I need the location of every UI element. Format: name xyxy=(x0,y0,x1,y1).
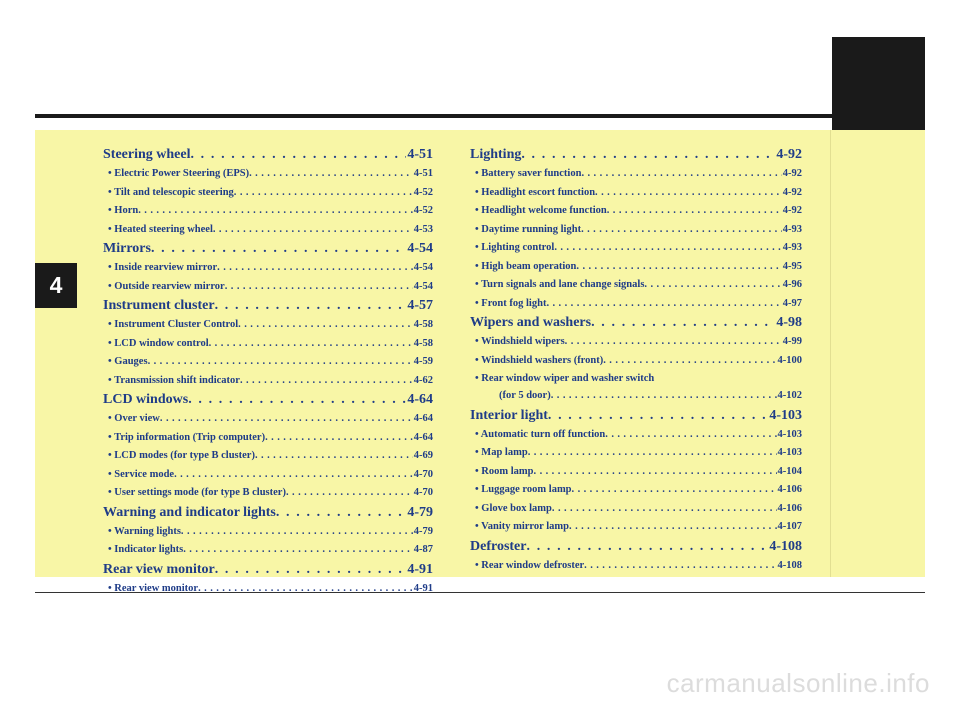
toc-entry[interactable] xyxy=(103,316,433,335)
toc-section-heading-page: 4-108 xyxy=(769,538,802,554)
toc-entry-page: 4-52 xyxy=(413,205,433,216)
toc-section-heading[interactable] xyxy=(470,406,802,426)
dot-leader xyxy=(595,184,782,203)
toc-entry-label: • Headlight escort function xyxy=(475,186,596,198)
toc-entry-label: • Vanity mirror lamp xyxy=(475,521,570,532)
toc-entry[interactable] xyxy=(103,372,433,391)
dot-leader xyxy=(234,184,413,203)
toc-entry[interactable] xyxy=(103,429,433,448)
toc-entry[interactable] xyxy=(103,447,433,466)
dot-leader xyxy=(217,259,413,278)
toc-entry-label: • Front fog light xyxy=(475,297,547,309)
toc-entry[interactable]: • Rear window wiper and washer switch xyxy=(475,373,655,384)
toc-section-heading-label: Wipers and washers xyxy=(470,315,592,330)
toc-section-heading[interactable] xyxy=(103,503,433,523)
dot-leader xyxy=(151,239,406,259)
toc-column-left xyxy=(103,145,433,598)
toc-section-heading-page: 4-98 xyxy=(776,315,802,330)
toc-section-heading[interactable] xyxy=(470,145,802,165)
dot-leader xyxy=(238,316,413,335)
toc-section-heading-page: 4-103 xyxy=(769,407,802,423)
toc-entry[interactable] xyxy=(103,466,433,485)
toc-entry[interactable] xyxy=(470,276,802,295)
dot-leader xyxy=(551,387,777,406)
dot-leader xyxy=(565,333,782,352)
dot-leader xyxy=(286,484,413,503)
dot-leader xyxy=(603,352,776,371)
toc-entry[interactable] xyxy=(470,221,802,240)
toc-entry[interactable] xyxy=(470,500,802,519)
dot-leader xyxy=(554,239,781,258)
toc-entry-page: 4-97 xyxy=(782,297,802,309)
toc-entry-label: • Transmission shift indicator xyxy=(108,374,240,386)
toc-entry-label: • Rear window defroster xyxy=(475,559,585,571)
dot-leader xyxy=(160,410,413,429)
toc-entry-continuation-label: (for 5 door) xyxy=(499,390,551,401)
toc-entry-label: • Luggage room lamp xyxy=(475,484,572,495)
dot-leader xyxy=(569,518,776,537)
dot-leader xyxy=(527,537,769,557)
dot-leader xyxy=(546,295,781,314)
toc-entry-page: 4-79 xyxy=(413,525,433,537)
dot-leader xyxy=(591,313,775,333)
dot-leader xyxy=(521,145,775,165)
toc-entry-continuation-page: 4-102 xyxy=(777,390,802,401)
toc-entry-page: 4-103 xyxy=(777,447,802,458)
toc-entry-page: 4-64 xyxy=(413,413,433,424)
toc-entry[interactable] xyxy=(470,184,802,203)
dot-leader xyxy=(576,258,781,277)
toc-section-heading-label: Interior light xyxy=(470,407,548,423)
toc-entry-label: • Turn signals and lane change signals xyxy=(475,279,645,290)
toc-entry[interactable] xyxy=(103,523,433,542)
toc-column-right xyxy=(470,145,802,575)
toc-section-heading-page: 4-54 xyxy=(407,241,433,256)
toc-section-heading[interactable] xyxy=(470,537,802,557)
toc-entry-label: • User settings mode (for type B cluster) xyxy=(108,487,286,498)
dot-leader xyxy=(225,278,413,297)
toc-entry-page: 4-52 xyxy=(413,186,433,198)
watermark: carmanualsonline.info xyxy=(666,668,930,698)
toc-entry-page: 4-95 xyxy=(782,260,802,272)
toc-entry-page: 4-58 xyxy=(413,319,433,330)
dot-leader xyxy=(265,429,413,448)
toc-entry-page: 4-91 xyxy=(413,582,433,594)
toc-entry[interactable] xyxy=(103,541,433,560)
toc-section-heading-label: Rear view monitor xyxy=(103,561,215,577)
toc-section-heading-label: Defroster xyxy=(470,538,527,554)
toc-entry[interactable] xyxy=(470,463,802,482)
toc-entry-page: 4-100 xyxy=(777,354,802,366)
dot-leader xyxy=(181,523,413,542)
toc-entry-label: • Tilt and telescopic steering xyxy=(108,186,234,198)
toc-entry-label: • Room lamp xyxy=(475,465,534,477)
toc-entry-page: 4-103 xyxy=(777,428,802,440)
toc-entry-page: 4-53 xyxy=(413,223,433,235)
toc-entry[interactable] xyxy=(103,484,433,503)
toc-section-heading[interactable] xyxy=(103,239,433,259)
toc-entry-page: 4-106 xyxy=(777,502,802,514)
chapter-tab[interactable]: 4 xyxy=(35,263,77,308)
toc-entry-page: 4-87 xyxy=(413,544,433,555)
toc-entry-page: 4-51 xyxy=(413,168,433,179)
toc-section-heading-label: Instrument cluster xyxy=(103,298,215,313)
toc-entry-label: • Lighting control xyxy=(475,242,555,253)
dot-leader xyxy=(188,390,406,410)
toc-section-heading-page: 4-51 xyxy=(407,147,433,162)
toc-entry-page: 4-64 xyxy=(413,431,433,443)
toc-entry[interactable] xyxy=(470,444,802,463)
toc-entry-label: • Electric Power Steering (EPS) xyxy=(108,168,250,179)
dot-leader xyxy=(581,221,782,240)
toc-entry-page: 4-93 xyxy=(782,223,802,235)
toc-entry-continuation[interactable] xyxy=(470,387,802,406)
toc-entry-label: • Service mode xyxy=(108,468,175,480)
toc-entry[interactable] xyxy=(470,426,802,445)
dot-leader xyxy=(215,560,407,580)
toc-section-heading[interactable] xyxy=(103,296,433,316)
toc-entry-label: • Daytime running light xyxy=(475,223,582,235)
toc-entry-page: 4-99 xyxy=(782,336,802,347)
toc-section-heading-page: 4-57 xyxy=(407,298,433,313)
toc-entry-label: • Warning lights xyxy=(108,525,181,537)
toc-section-heading-page: 4-64 xyxy=(407,392,433,407)
toc-entry-label: • Rear view monitor xyxy=(108,582,199,594)
dot-leader xyxy=(581,165,781,184)
toc-entry-label: • High beam operation xyxy=(475,260,577,272)
toc-section-heading-label: Warning and indicator lights xyxy=(103,504,276,520)
dot-leader xyxy=(605,426,776,445)
dot-leader xyxy=(190,145,406,165)
toc-entry[interactable] xyxy=(470,333,802,352)
toc-entry-label: • Glove box lamp xyxy=(475,502,552,514)
toc-entry[interactable] xyxy=(103,410,433,429)
dot-leader xyxy=(255,447,413,466)
toc-section-heading-label: Mirrors xyxy=(103,241,151,256)
toc-section-heading-label: Lighting xyxy=(470,147,522,162)
toc-entry-label: • Windshield wipers xyxy=(475,336,565,347)
toc-entry-page: 4-96 xyxy=(782,279,802,290)
toc-entry[interactable] xyxy=(470,518,802,537)
toc-section-heading[interactable] xyxy=(470,313,802,333)
toc-entry[interactable] xyxy=(103,259,433,278)
dot-leader xyxy=(548,406,768,426)
dot-leader xyxy=(213,221,413,240)
toc-entry-page: 4-62 xyxy=(413,374,433,386)
toc-entry-label: • Trip information (Trip computer) xyxy=(108,431,266,443)
toc-entry-page: 4-107 xyxy=(777,521,802,532)
toc-entry-label: • Windshield washers (front) xyxy=(475,354,604,366)
dot-leader xyxy=(174,466,413,485)
toc-section-heading-label: LCD windows xyxy=(103,392,189,407)
toc-entry[interactable] xyxy=(470,557,802,576)
toc-section-heading-page: 4-91 xyxy=(407,561,433,577)
toc-entry-label: • Heated steering wheel xyxy=(108,223,213,235)
toc-section-heading[interactable] xyxy=(103,145,433,165)
toc-section-heading[interactable] xyxy=(103,390,433,410)
toc-entry[interactable] xyxy=(470,295,802,314)
toc-entry-page: 4-93 xyxy=(782,242,802,253)
toc-entry-label: • Inside rearview mirror xyxy=(108,262,218,273)
toc-section-heading-page: 4-92 xyxy=(776,147,802,162)
toc-entry-label: • Gauges xyxy=(108,356,148,367)
toc-entry-label: • Horn xyxy=(108,205,139,216)
toc-section-heading-label: Steering wheel xyxy=(103,147,191,162)
toc-entry-page: 4-92 xyxy=(782,186,802,198)
toc-entry-page: 4-70 xyxy=(413,468,433,480)
toc-entry-label: • Outside rearview mirror xyxy=(108,280,225,292)
toc-entry[interactable] xyxy=(470,239,802,258)
toc-entry[interactable] xyxy=(103,353,433,372)
toc-entry[interactable] xyxy=(470,202,802,221)
toc-entry-label: • Indicator lights xyxy=(108,544,184,555)
toc-entry[interactable] xyxy=(103,221,433,240)
dot-leader xyxy=(572,481,777,500)
toc-entry-page: 4-54 xyxy=(413,280,433,292)
toc-entry-page: 4-70 xyxy=(413,487,433,498)
toc-entry-label: • Battery saver function xyxy=(475,168,582,179)
toc-entry[interactable] xyxy=(103,278,433,297)
toc-entry-label: • LCD window control xyxy=(108,337,209,349)
dot-leader xyxy=(528,444,777,463)
dot-leader xyxy=(249,165,413,184)
toc-entry-label: • Instrument Cluster Control xyxy=(108,319,239,330)
toc-entry-label: • Headlight welcome function xyxy=(475,205,607,216)
corner-block xyxy=(832,37,925,130)
toc-section-heading-page: 4-79 xyxy=(407,504,433,520)
toc-entry-page: 4-58 xyxy=(413,337,433,349)
dot-leader xyxy=(644,276,781,295)
toc-entry-page: 4-92 xyxy=(782,168,802,179)
dot-leader xyxy=(552,500,777,519)
toc-entry[interactable] xyxy=(103,165,433,184)
toc-entry[interactable] xyxy=(103,184,433,203)
toc-entry[interactable] xyxy=(470,481,802,500)
toc-entry[interactable] xyxy=(103,580,433,599)
toc-entry[interactable] xyxy=(103,335,433,354)
dot-leader xyxy=(138,202,413,221)
dot-leader xyxy=(215,296,407,316)
dot-leader xyxy=(148,353,413,372)
toc-entry-page: 4-104 xyxy=(777,465,802,477)
toc-entry-page: 4-54 xyxy=(413,262,433,273)
toc-section-heading[interactable] xyxy=(103,560,433,580)
dot-leader xyxy=(240,372,413,391)
toc-entry-page: 4-106 xyxy=(777,484,802,495)
toc-entry-label: • Over view xyxy=(108,413,160,424)
toc-entry[interactable] xyxy=(470,165,802,184)
dot-leader xyxy=(198,580,413,599)
header-rule xyxy=(35,114,832,118)
dot-leader xyxy=(584,557,776,576)
toc-entry-label: • LCD modes (for type B cluster) xyxy=(108,450,255,461)
toc-entry-label: • Automatic turn off function xyxy=(475,428,606,440)
dot-leader xyxy=(607,202,782,221)
dot-leader xyxy=(276,503,406,523)
toc-entry-page: 4-69 xyxy=(413,450,433,461)
panel-divider xyxy=(830,130,831,577)
toc-entry[interactable] xyxy=(103,202,433,221)
toc-entry-label: • Map lamp xyxy=(475,447,528,458)
dot-leader xyxy=(209,335,413,354)
toc-entry-page: 4-108 xyxy=(777,559,802,571)
toc-entry[interactable] xyxy=(470,258,802,277)
toc-entry[interactable] xyxy=(470,352,802,371)
dot-leader xyxy=(534,463,777,482)
toc-entry-page: 4-92 xyxy=(782,205,802,216)
dot-leader xyxy=(183,541,413,560)
toc-entry-page: 4-59 xyxy=(413,356,433,367)
